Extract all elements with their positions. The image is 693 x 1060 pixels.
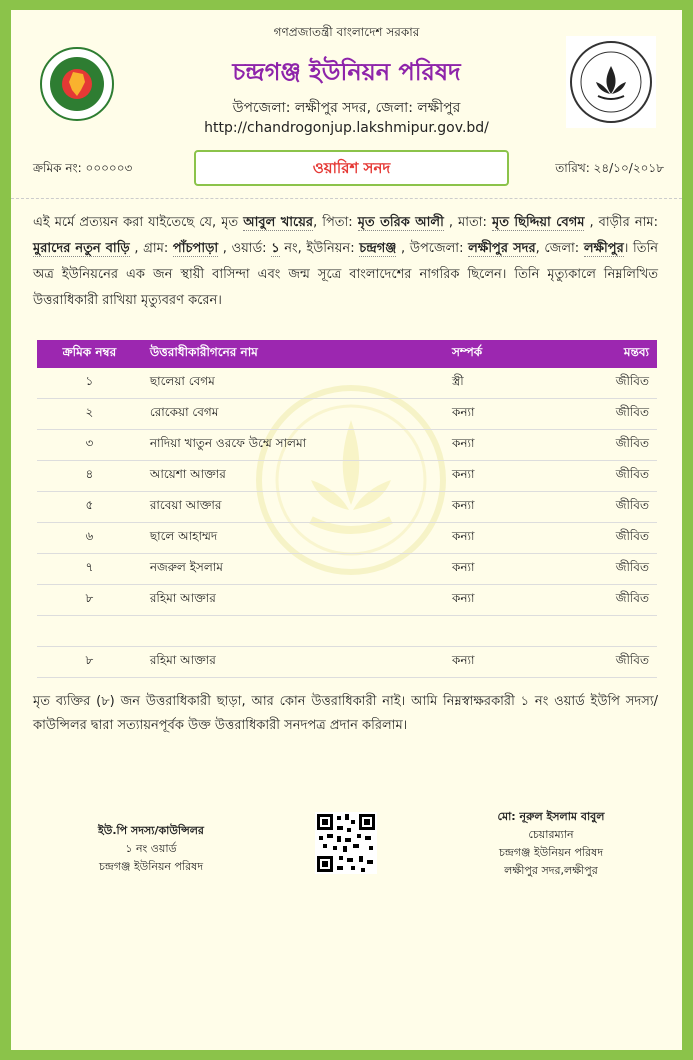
member-ward: ১ নং ওয়ার্ড — [125, 842, 177, 855]
chairman-location: লক্ষীপুর সদর,লক্ষীপুর — [504, 864, 598, 877]
table-row: ৫ রাবেয়া আক্তার কন্যা জীবিত — [37, 492, 657, 523]
union-parishad-seal — [566, 36, 656, 128]
chairman-union: চন্দ্রগঞ্জ ইউনিয়ন পরিষদ — [499, 846, 603, 859]
closing-statement: মৃত ব্যক্তির (৮) জন উত্তরাধিকারী ছাড়া, আর কোন উত্তরাধিকারী নাই। আমি নিম্নস্বাক্ষরকারী ১ নং ওয়ার্ড ইউপি সদস্য/কাউন্সিলর দ্বারা সত্যায়নপূর্বক উক্ত উত্তরাধিকারী সনদপত্র প্রদান করিলাম। — [33, 694, 658, 733]
col-serial: ক্রমিক নম্বর — [62, 345, 117, 359]
village-name: পাঁচপাড়া — [172, 241, 219, 256]
intro-paragraph: এই মর্মে প্রত্যয়ন করা যাইতেছে যে, মৃত আবুল খায়ের, পিতা: মৃত তরিক আলী , মাতা: মৃত ছিদ্দিয়া বেগম , বাড়ীর নাম: মুরাদের নতুন বাড়ি , গ্রাম: পাঁচপাড়া , ওয়ার্ড: ১ নং, ইউনিয়ন: চন্দ্রগঞ্জ , উপজেলা: লক্ষীপুর সদর, জেলা: লক্ষীপুর। তিনি অত্র ইউনিয়নের এক জন স্থায়ী বাসিন্দা এবং জন্ম সূত্রে বাংলাদেশের নাগরিক ছিলেন। তিনি মৃত্যুকালে নিম্নলিখিত উত্তরাধিকারী রাখিয়া মৃত্যুবরণ করেন। — [33, 215, 658, 308]
col-remark: মন্তব্য — [623, 345, 649, 359]
union-field: চন্দ্রগঞ্জ — [359, 241, 397, 256]
table-row: ৮ রহিমা আক্তার কন্যা জীবিত — [37, 647, 657, 678]
chairman-designation: চেয়ারম্যান — [528, 828, 574, 841]
col-relation: সম্পর্ক — [451, 345, 483, 359]
member-title: ইউ.পি সদস্য/কাউন্সিলর — [98, 824, 204, 837]
ward-number: ১ — [271, 241, 280, 256]
signature-chairman — [461, 808, 641, 880]
upazila-field: লক্ষীপুর সদর — [468, 241, 536, 256]
table-row: ৮ রহিমা আক্তার কন্যা জীবিত — [37, 585, 657, 616]
house-name: মুরাদের নতুন বাড়ি — [33, 241, 130, 256]
certificate-title: ওয়ারিশ সনদ — [194, 150, 509, 186]
qr-code — [315, 812, 377, 874]
father-name: মৃত তরিক আলী — [357, 215, 444, 230]
serial-number: ক্রমিক নং: ০০০০০৩ — [33, 161, 133, 175]
col-name: উত্তরাধীকারীগনের নাম — [149, 345, 258, 359]
deceased-name: আবুল খায়ের — [243, 215, 314, 230]
union-address: উপজেলা: লক্ষীপুর সদর, জেলা: লক্ষীপুর — [232, 100, 461, 116]
union-website[interactable]: http://chandrogonjup.lakshmipur.gov.bd/ — [204, 120, 489, 136]
table-header — [37, 340, 657, 368]
table-row-spacer — [37, 616, 657, 647]
member-union: চন্দ্রগঞ্জ ইউনিয়ন পরিষদ — [99, 860, 203, 873]
chairman-name: মো: নূরুল ইসলাম বাবুল — [497, 810, 605, 823]
heirs-table — [37, 340, 657, 678]
table-row: ১ ছালেয়া বেগম স্ত্রী জীবিত — [37, 368, 657, 399]
bangladesh-govt-logo — [39, 46, 115, 122]
union-name: চন্দ্রগঞ্জ ইউনিয়ন পরিষদ — [232, 58, 461, 86]
table-row: ৬ ছালে আহাম্মদ কন্যা জীবিত — [37, 523, 657, 554]
table-row: ৭ নজরুল ইসলাম কন্যা জীবিত — [37, 554, 657, 585]
header-divider — [11, 198, 682, 199]
government-label: গণপ্রজাতন্ত্রী বাংলাদেশ সরকার — [273, 25, 420, 39]
certificate-page — [11, 10, 682, 1050]
district-field: লক্ষীপুর — [583, 241, 624, 256]
issue-date: তারিখ: ২৪/১০/২০১৮ — [555, 161, 664, 175]
mother-name: মৃত ছিদ্দিয়া বেগম — [491, 215, 585, 230]
signature-member — [61, 822, 241, 876]
table-row: ৪ আয়েশা আক্তার কন্যা জীবিত — [37, 461, 657, 492]
table-row: ৩ নাদিয়া খাতুন ওরফে উম্মে সালমা কন্যা জীবিত — [37, 430, 657, 461]
table-row: ২ রোকেয়া বেগম কন্যা জীবিত — [37, 399, 657, 430]
